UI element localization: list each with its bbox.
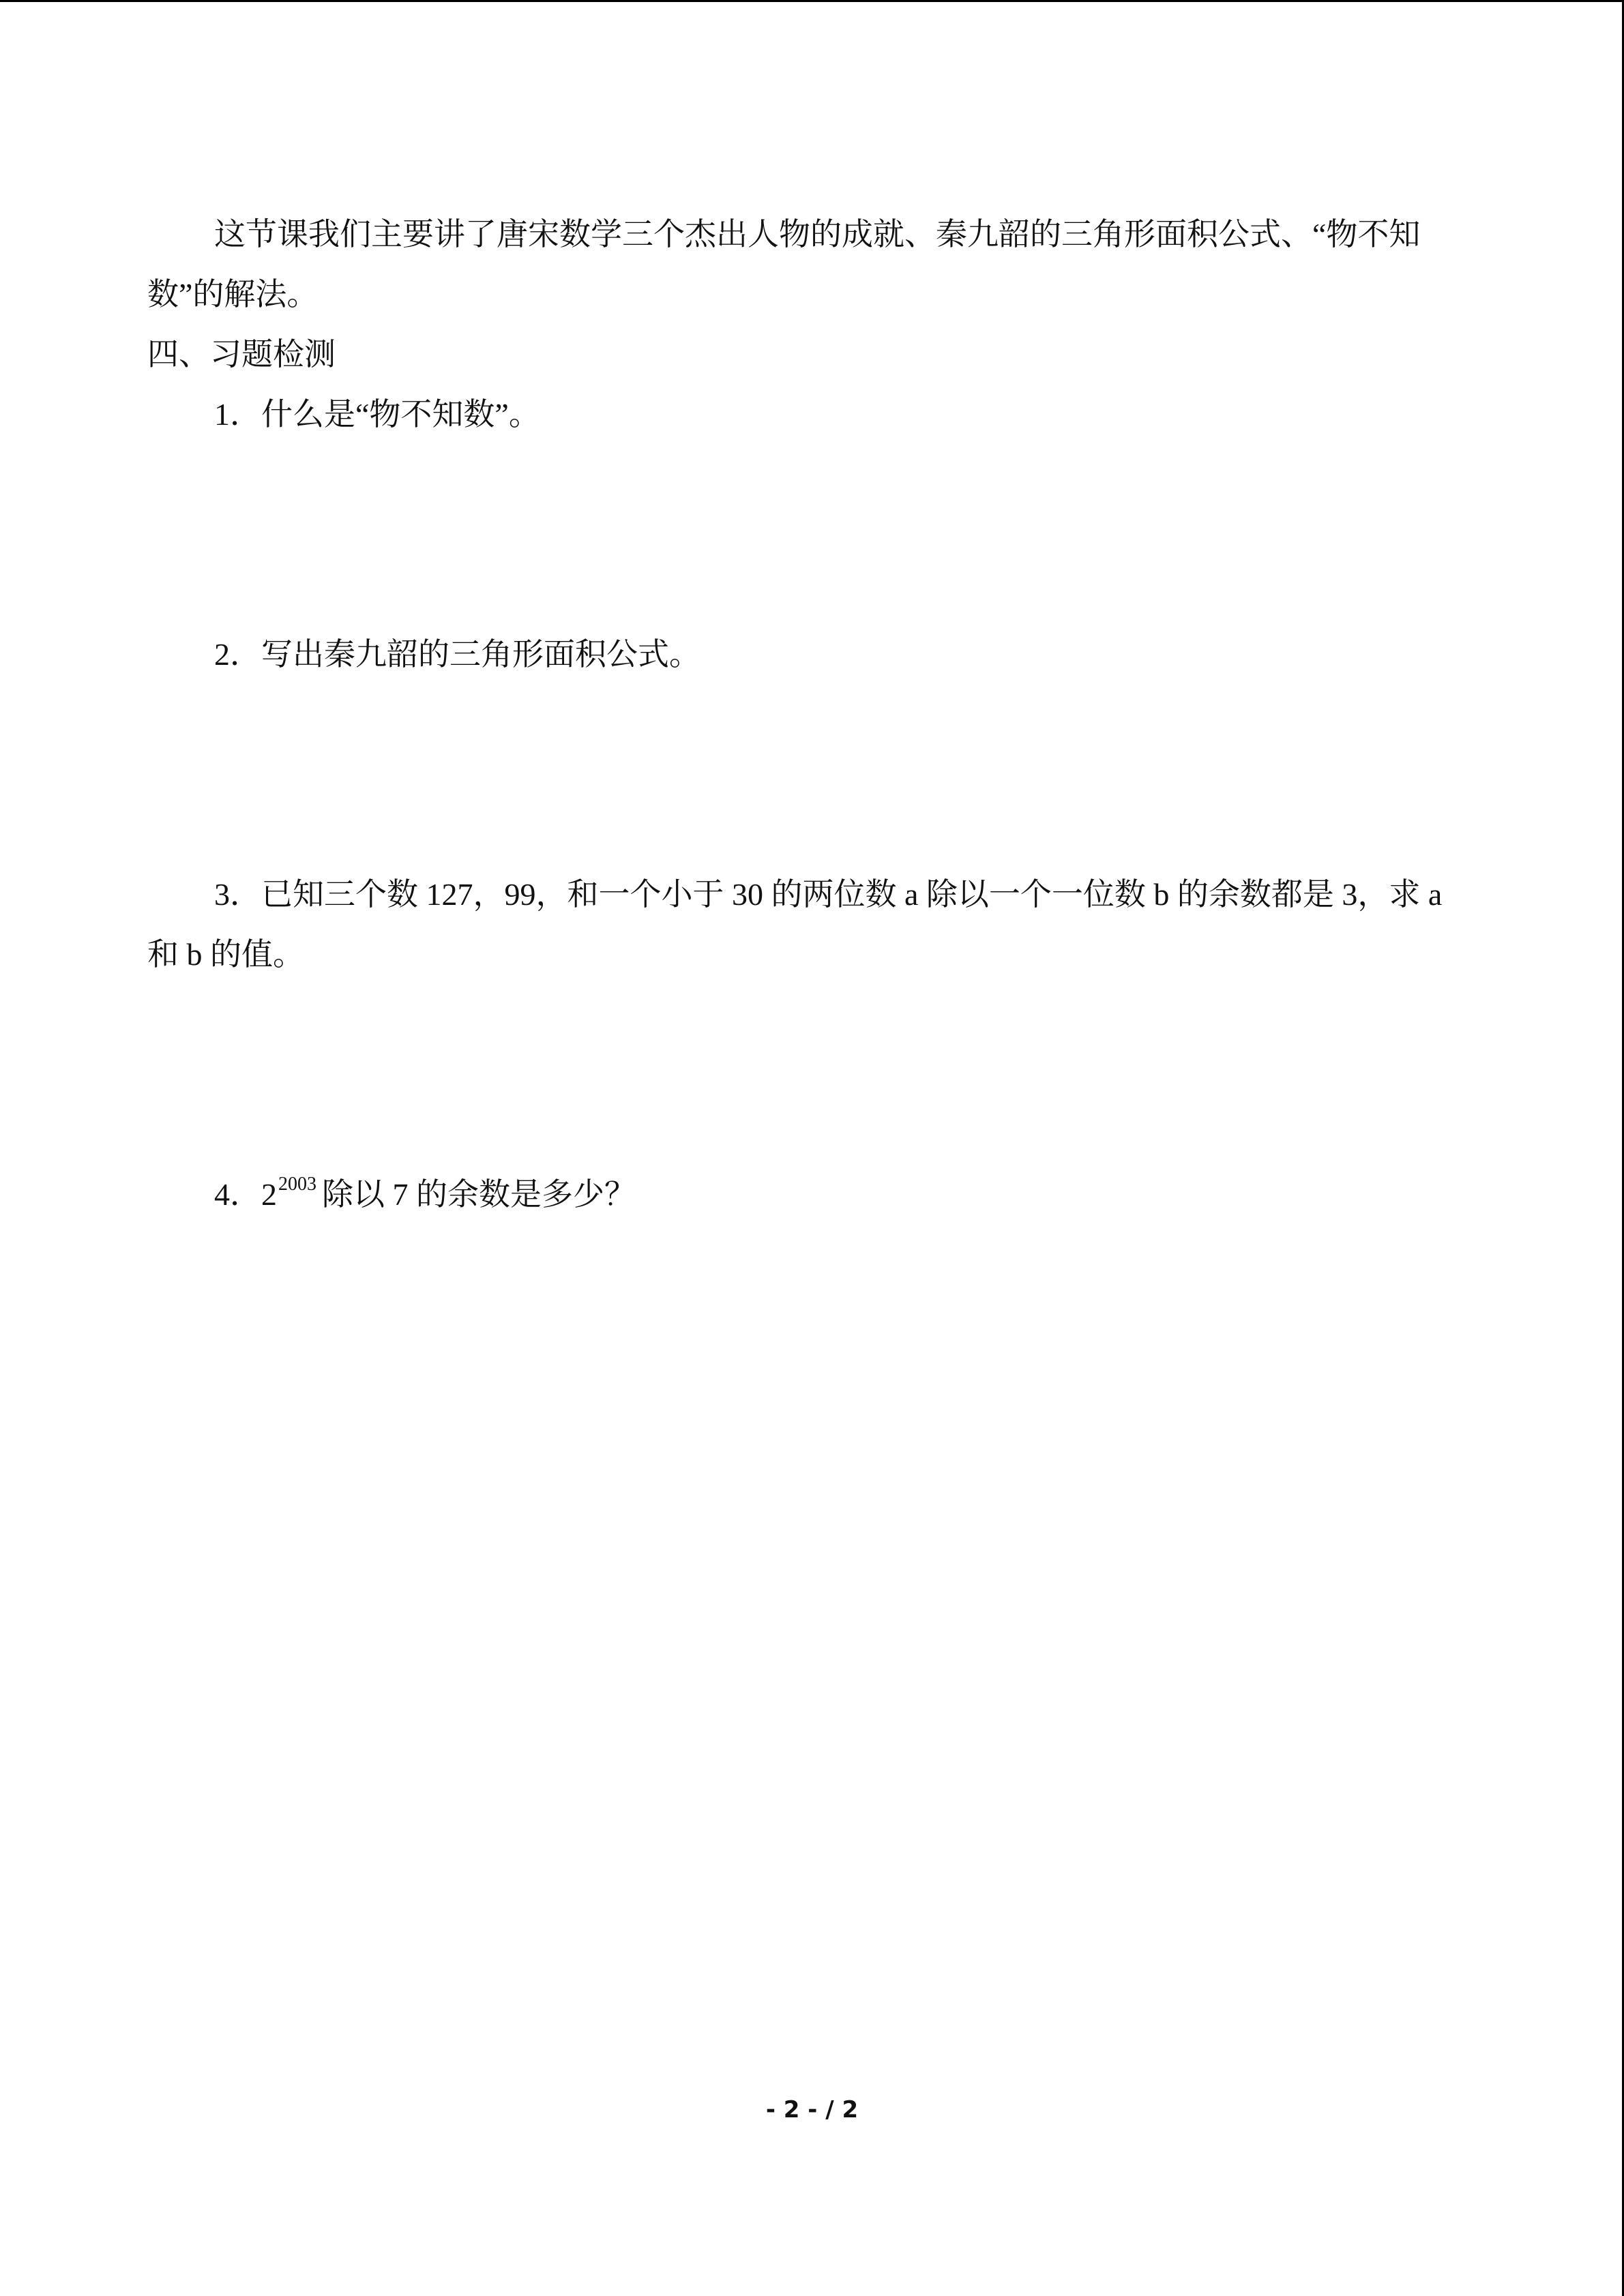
question-4 <box>147 1165 1475 1229</box>
question-number: 2． <box>214 637 261 672</box>
section-heading: 四、习题检测 <box>147 337 336 372</box>
question-3 <box>147 865 1475 985</box>
power-base: 2 <box>261 1177 277 1212</box>
summary-paragraph: 这节课我们主要讲了唐宋数学三个杰出人物的成就、秦九韶的三角形面积公式、“物不知数”的解法。 <box>147 217 1421 312</box>
question-text: 已知三个数 127，99，和一个小于 30 的两位数 a 除以一个一位数 b 的余数都是 3，求 a 和 b 的值。 <box>147 877 1443 972</box>
question-number: 4． <box>214 1177 261 1212</box>
top-border-line <box>0 0 1624 2</box>
question-1 <box>147 385 1475 445</box>
power-exponent: 2003 <box>278 1174 316 1195</box>
question-2 <box>147 625 1475 685</box>
question-text: 什么是“物不知数”。 <box>261 397 540 432</box>
document-page <box>147 205 1475 1229</box>
question-number: 3． <box>214 877 261 912</box>
page-number-footer: - 2 - / 2 <box>765 2096 859 2123</box>
question-number: 1． <box>214 397 261 432</box>
question-text: 写出秦九韶的三角形面积公式。 <box>261 637 700 672</box>
question-text: 除以 7 的余数是多少？ <box>322 1177 636 1212</box>
